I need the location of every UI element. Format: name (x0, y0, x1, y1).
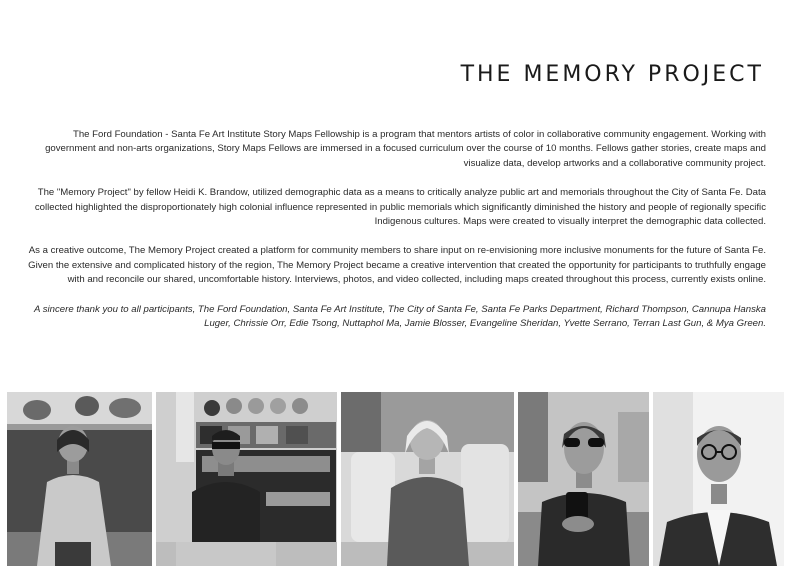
creative-outcome-paragraph: As a creative outcome, The Memory Project created a platform for community members to share input on re-envisioning more inclusive monuments for the future of Santa Fe. Given the extensive and complicated history of the region, The Memory Project became a creative intervention that created the opportunity for participants to truthfully engage with and reconcile our shared, uncomfortable history. Interviews, photos, and video collected, including maps created throughout this process, currently exists online. (28, 245, 766, 286)
photo-woman-in-park (7, 392, 152, 566)
body-text (28, 128, 766, 346)
photo-man-with-shelves (156, 392, 337, 566)
photo-woman-with-phone (518, 392, 649, 566)
photo-woman-on-couch (341, 392, 514, 566)
photo-man-in-suit (653, 392, 784, 566)
thanks-paragraph: A sincere thank you to all participants, The Ford Foundation, Santa Fe Art Institute, The City of Santa Fe, Santa Fe Parks Department, Richard Thompson, Cannupa Hanska Luger, Chrissie Orr, Edie Tsong, Nuttaphol Ma, Jamie Blosser, Evangeline Sheridan, Yvette Serrano, Terran Last Gun, & Mya Green. (34, 303, 766, 330)
memory-project-paragraph: The "Memory Project" by fellow Heidi K. Brandow, utilized demographic data as a means to critically analyze public art and memorials throughout the City of Santa Fe. Data collected highlighted the disproportionately high colonial influence represented in public memorials which significantly diminished the history and people of regionally specific Indigenous cultures. Maps were created to visually interpret the demographic data collected. (34, 187, 766, 228)
intro-paragraph: The Ford Foundation - Santa Fe Art Institute Story Maps Fellowship is a program that mentors artists of color in collaborative community engagement. Working with government and non-arts organizations, Story Maps Fellows are immersed in a focused curriculum over the course of 10 months. Fellows gather stories, create maps and visualize data, develop artworks and a collaborative community project. (45, 129, 766, 169)
page-title: THE MEMORY PROJECT (460, 62, 764, 87)
